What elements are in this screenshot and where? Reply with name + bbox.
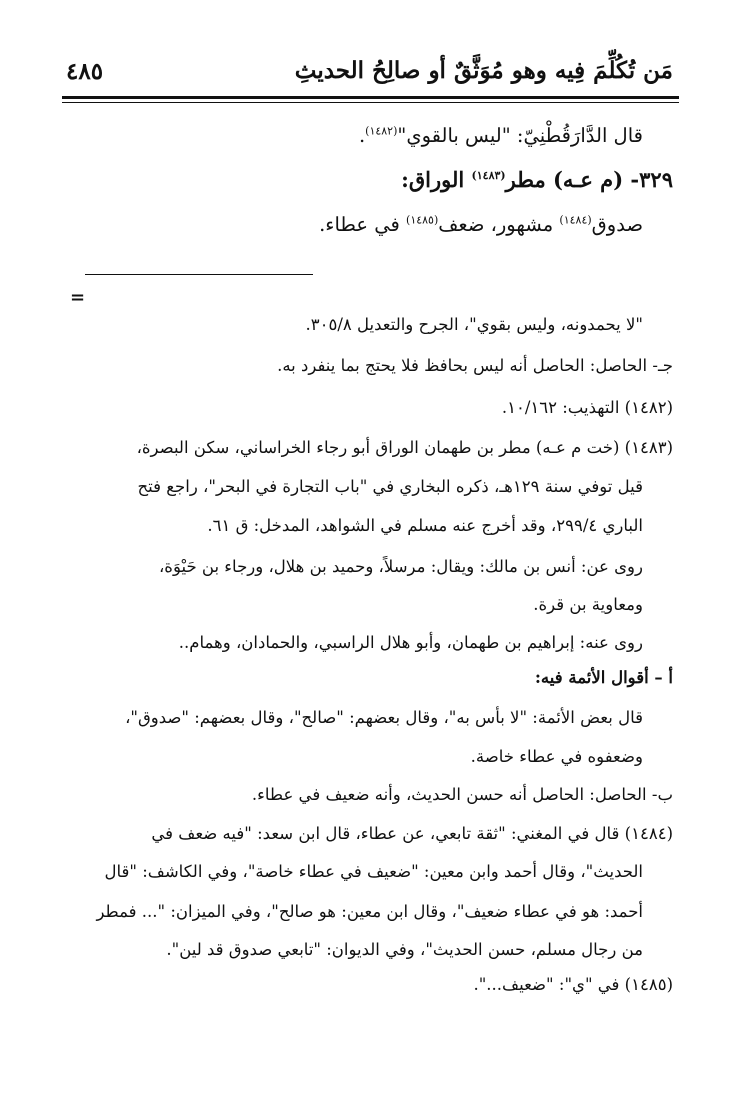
running-header-title: مَن تُكُلِّمَ فِيه وهو مُوَثَّقٌ أو صالِحُ الحديثِ bbox=[294, 57, 673, 84]
footnote-line: روى عنه: إبراهيم بن طهمان، وأبو هلال الراسبي، والحمادان، وهمام.. bbox=[178, 633, 643, 652]
footnote-separator bbox=[85, 274, 313, 275]
footnote-line: قيل توفي سنة ١٢٩هـ، ذكره البخاري في "باب التجارة في البحر"، راجع فتح bbox=[137, 477, 643, 496]
footnote-line: ب- الحاصل: الحاصل أنه حسن الحديث، وأنه ضعيف في عطاء. bbox=[251, 785, 673, 804]
footnote-line: الباري ٢٩٩/٤، وقد أخرج عنه مسلم في الشواهد، المدخل: ق ٦١. bbox=[207, 516, 643, 535]
footnote-line: أحمد: هو في عطاء ضعيف"، وقال ابن معين: هو صالح"، وفي الميزان: "... فمطر bbox=[96, 902, 643, 921]
header-rule-thick bbox=[62, 96, 679, 99]
footnote-line: ومعاوية بن قرة. bbox=[533, 595, 643, 614]
footnote-continuation-mark: = bbox=[70, 287, 86, 308]
footnote-line: قال بعض الأئمة: "لا بأس به"، وقال بعضهم: "صالح"، وقال بعضهم: "صدوق"، bbox=[125, 708, 643, 727]
footnote-line: (١٤٨٢) التهذيب: ١٠/١٦٢. bbox=[501, 398, 673, 417]
entry-verdict: صدوق$^{(١٤٨٤)}$ مشهور، ضعف$^{(١٤٨٥)}$ في عطاء. bbox=[319, 213, 643, 236]
daraqutni-quote: قال الدَّارَقُطْنِيّ: "ليس بالقوي"$^{(١٤٨٢)}$. bbox=[358, 124, 643, 147]
footnote-line: وضعفوه في عطاء خاصة. bbox=[470, 747, 643, 766]
footnote-subheading: أ – أقوال الأئمة فيه: bbox=[534, 668, 673, 687]
footnote-line: الحديث"، وقال أحمد وابن معين: "ضعيف في عطاء خاصة"، وفي الكاشف: "قال bbox=[104, 862, 643, 881]
header-rule-thin bbox=[62, 102, 679, 103]
footnote-line: روى عن: أنس بن مالك: ويقال: مرسلاً، وحميد بن هلال، ورجاء بن حَيْوَة، bbox=[158, 557, 643, 576]
footnote-1483: (١٤٨٣) (خت م عـه) مطر بن طهمان الوراق أبو رجاء الخراساني، سكن البصرة، bbox=[136, 438, 673, 457]
footnote-1485: (١٤٨٥) في "ي": "ضعيف...". bbox=[473, 975, 673, 994]
footnote-line: من رجال مسلم، حسن الحديث"، وفي الديوان: "تابعي صدوق قد لين". bbox=[166, 940, 643, 959]
page-number: ٤٨٥ bbox=[66, 58, 104, 85]
footnote-line: "لا يحمدونه، وليس بقوي"، الجرح والتعديل ٣٠٥/٨. bbox=[305, 315, 643, 334]
entry-heading: ٣٢٩- (م عـه) مطر$^{(١٤٨٣)}$ الوراق: bbox=[401, 167, 673, 192]
footnote-line: جـ- الحاصل: الحاصل أنه ليس بحافظ فلا يحتج بما ينفرد به. bbox=[277, 356, 673, 375]
footnote-1484: (١٤٨٤) قال في المغني: "ثقة تابعي، عن عطاء، قال ابن سعد: "فيه ضعف في bbox=[151, 824, 673, 843]
